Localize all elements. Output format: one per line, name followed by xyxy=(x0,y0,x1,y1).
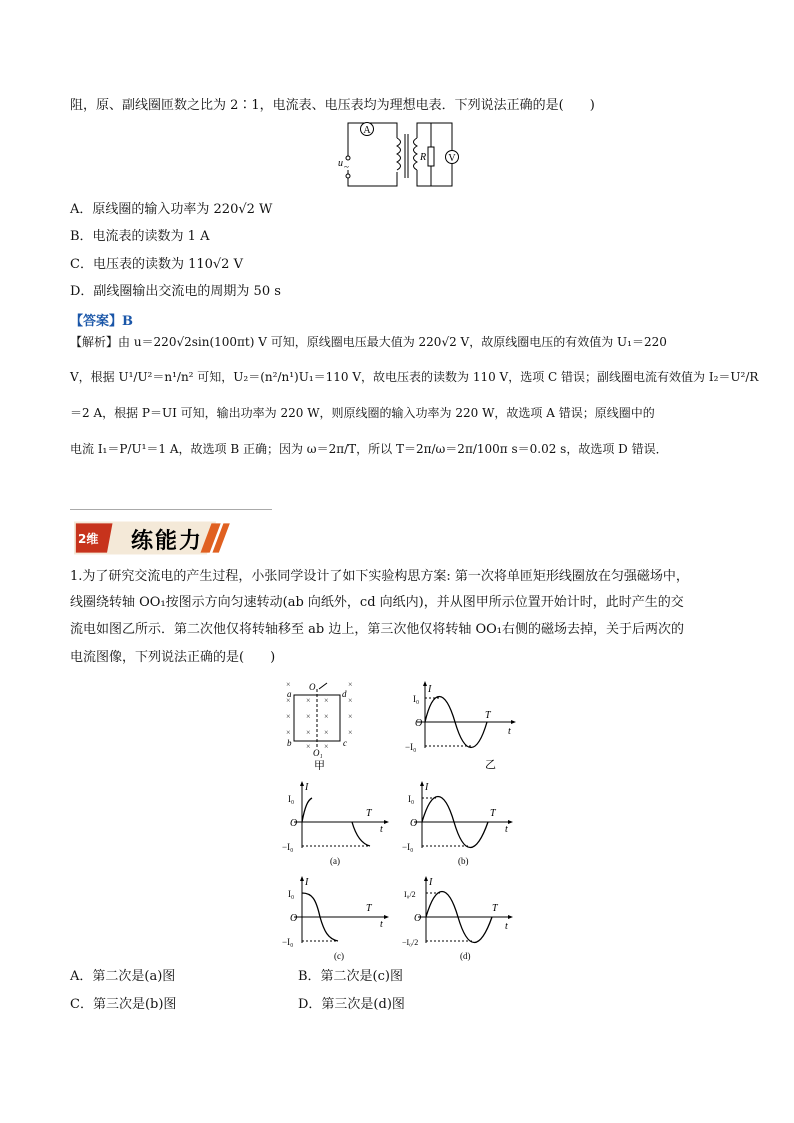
svg-text:t: t xyxy=(380,824,383,835)
q2-stem-line-4: 电流图像，下列说法正确的是( ) xyxy=(70,650,276,665)
svg-text:A: A xyxy=(363,125,371,136)
q2-stem-line-3: 流电如图乙所示．第二次他仅将转轴移至 ab 边上，第三次他仅将转轴 OO₁右侧的磁场去掉，关于后两次的 xyxy=(70,622,684,637)
q1-option-b: B．电流表的读数为 1 A xyxy=(70,229,210,244)
analysis-line-2: V，根据 U¹/U²＝n¹/n² 可知，U₂＝(n²/n¹)U₁＝110 V，故电压表的读数为 110 V，选项 C 错误；副线圈电流有效值为 I₂＝U²/R xyxy=(70,370,759,384)
svg-text:I: I xyxy=(428,684,432,695)
q2-stem-line-1: 1.为了研究交流电的产生过程，小张同学设计了如下实验构思方案: 第一次将单匝矩形线圈放在匀强磁场中， xyxy=(70,569,689,584)
svg-text:×: × xyxy=(286,696,291,705)
svg-text:×: × xyxy=(348,680,353,689)
svg-text:~: ~ xyxy=(344,162,349,172)
svg-text:d: d xyxy=(342,689,347,699)
svg-text:b: b xyxy=(287,738,292,748)
svg-text:−I₀: −I₀ xyxy=(282,842,294,852)
svg-text:I: I xyxy=(305,782,309,793)
svg-text:O: O xyxy=(290,818,298,829)
q2-option-a: A．第二次是(a)图 xyxy=(70,969,176,984)
svg-text:×: × xyxy=(306,728,311,737)
svg-text:I₀: I₀ xyxy=(288,794,295,804)
svg-text:×: × xyxy=(306,712,311,721)
svg-text:t: t xyxy=(508,726,511,737)
svg-text:I₀: I₀ xyxy=(408,794,415,804)
svg-text:O: O xyxy=(415,718,423,729)
q2-option-c: C．第三次是(b)图 xyxy=(70,997,177,1012)
svg-text:t: t xyxy=(505,824,508,835)
svg-text:t: t xyxy=(505,921,508,932)
section-title: 练能力 xyxy=(131,529,204,554)
svg-text:T: T xyxy=(492,903,498,914)
analysis-line-1: 【解析】由 u＝220√2sin(100πt) V 可知，原线圈电压最大值为 220√2 V，故原线圈电压的有效值为 U₁＝220 xyxy=(70,335,667,349)
q1-option-a: A．原线圈的输入功率为 220√2 W xyxy=(70,202,273,217)
analysis-line-3: ＝2 A，根据 P＝UI 可知，输出功率为 220 W，则原线圈的输入功率为 220 W，故选项 A 错误；原线圈中的 xyxy=(70,406,655,420)
svg-text:a: a xyxy=(287,689,292,699)
answer-label: 【答案】B xyxy=(70,314,133,329)
svg-text:−I₀: −I₀ xyxy=(282,937,294,947)
q1-option-c: C．电压表的读数为 110√2 V xyxy=(70,257,243,272)
svg-text:−I₀: −I₀ xyxy=(405,742,417,752)
graph-a xyxy=(282,778,397,866)
resistor-icon xyxy=(428,147,434,166)
svg-text:I: I xyxy=(429,877,433,888)
svg-text:−I₀: −I₀ xyxy=(402,842,414,852)
svg-text:O₁: O₁ xyxy=(313,748,323,758)
svg-text:T: T xyxy=(366,903,372,914)
svg-text:×: × xyxy=(286,712,291,721)
svg-text:×: × xyxy=(348,696,353,705)
svg-text:R: R xyxy=(420,152,427,163)
svg-text:乙: 乙 xyxy=(485,759,496,770)
svg-text:I₀/2: I₀/2 xyxy=(404,890,416,899)
svg-text:T: T xyxy=(490,808,496,819)
svg-text:甲: 甲 xyxy=(314,760,325,770)
svg-text:×: × xyxy=(324,712,329,721)
section-divider xyxy=(70,509,272,510)
svg-text:×: × xyxy=(306,742,311,751)
q2-stem-line-2: 线圈绕转轴 OO₁按图示方向匀速转动(ab 向纸外，cd 向纸内)，并从图甲所示位置开始计时，此时产生的交 xyxy=(70,595,684,610)
q1-option-d: D．副线圈输出交流电的周期为 50 s xyxy=(70,284,281,299)
svg-text:T: T xyxy=(485,710,491,721)
svg-text:O: O xyxy=(414,913,422,924)
svg-text:I: I xyxy=(305,877,309,888)
svg-text:×: × xyxy=(324,742,329,751)
svg-text:u: u xyxy=(338,158,343,169)
q2-option-b: B．第二次是(c)图 xyxy=(298,969,403,984)
svg-text:×: × xyxy=(306,696,311,705)
graph-b xyxy=(402,778,517,866)
svg-text:(b): (b) xyxy=(458,856,469,866)
svg-text:×: × xyxy=(324,728,329,737)
svg-text:(d): (d) xyxy=(460,951,471,961)
transformer-circuit-diagram xyxy=(335,120,465,192)
analysis-line-4: 电流 I₁＝P/U¹＝1 A，故选项 B 正确；因为 ω＝2π/T，所以 T＝2π/ω＝2π/100π s＝0.02 s，故选项 D 错误． xyxy=(70,442,668,456)
svg-text:t: t xyxy=(380,919,383,930)
svg-text:×: × xyxy=(324,696,329,705)
svg-text:V: V xyxy=(448,153,456,164)
svg-text:I₀: I₀ xyxy=(413,694,420,704)
svg-text:O: O xyxy=(290,913,298,924)
svg-text:T: T xyxy=(366,808,372,819)
svg-text:(c): (c) xyxy=(334,951,344,961)
q2-option-d: D．第三次是(d)图 xyxy=(298,997,405,1012)
svg-text:O: O xyxy=(309,682,316,692)
graph-c xyxy=(282,873,397,961)
svg-text:c: c xyxy=(343,738,347,748)
graph-d xyxy=(402,873,517,961)
section-badge-number: 2维 xyxy=(78,532,99,546)
svg-text:×: × xyxy=(348,728,353,737)
svg-text:O: O xyxy=(410,818,418,829)
figure-jia-loop xyxy=(280,675,360,770)
svg-text:I: I xyxy=(425,782,429,793)
svg-text:×: × xyxy=(348,712,353,721)
svg-text:×: × xyxy=(286,728,291,737)
svg-text:×: × xyxy=(286,680,291,689)
svg-text:(a): (a) xyxy=(330,856,340,866)
svg-text:I₀: I₀ xyxy=(288,889,295,899)
figure-yi-graph xyxy=(405,678,520,770)
question1-stem: 阻，原、副线圈匝数之比为 2∶1，电流表、电压表均为理想电表．下列说法正确的是( ) xyxy=(70,98,595,113)
svg-text:−I₀/2: −I₀/2 xyxy=(402,938,419,947)
